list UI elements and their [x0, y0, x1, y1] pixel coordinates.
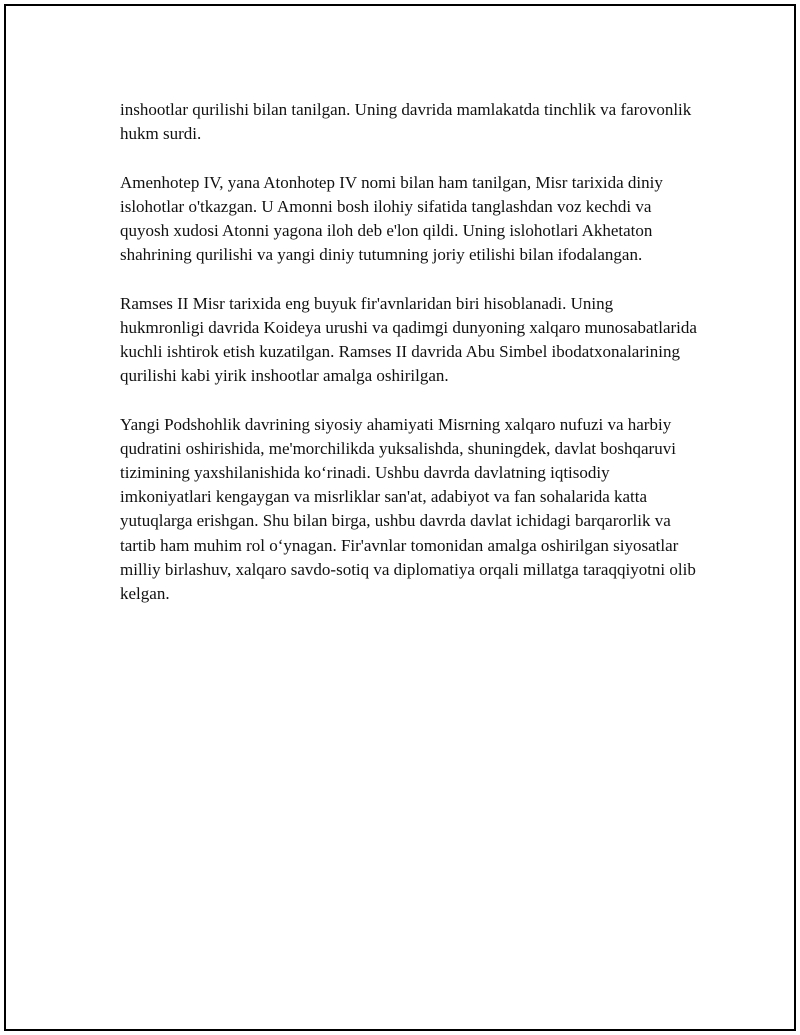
page-frame — [4, 4, 796, 1031]
paragraph: Yangi Podshohlik davrining siyosiy ahamiyati Misrning xalqaro nufuzi va harbiy qudratini oshirishida, me'morchilikda yuksalishda, shuningdek, davlat boshqaruvi tizimining yaxshilanishida ko‘rinadi. Ushbu davrda davlatning iqtisodiy imkoniyatlari kengaygan va misrliklar san'at, adabiyot va fan sohalarida katta yutuqlarga erishgan. Shu bilan birga, ushbu davrda davlat ichidagi barqarorlik va tartib ham muhim rol o‘ynagan. Fir'avnlar tomonidan amalga oshirilgan siyosatlar milliy birlashuv, xalqaro savdo-sotiq va diplomatiya orqali millatga taraqqiyotni olib kelgan. — [120, 414, 696, 604]
paragraph: inshootlar qurilishi bilan tanilgan. Uning davrida mamlakatda tinchlik va farovonlik hukm surdi. — [120, 100, 692, 144]
document-body — [120, 98, 700, 630]
paragraph: Ramses II Misr tarixida eng buyuk fir'avnlaridan biri hisoblanadi. Uning hukmronligi davrida Koideya urushi va qadimgi dunyoning xalqaro munosabatlarida kuchli ishtirok etish kuzatilgan. Ramses II davrida Abu Simbel ibodatxonalarining qurilishi kabi yirik inshootlar amalga oshirilgan. — [120, 293, 697, 386]
paragraph: Amenhotep IV, yana Atonhotep IV nomi bilan ham tanilgan, Misr tarixida diniy islohotlar o'tkazgan. U Amonni bosh ilohiy sifatida tanglashdan voz kechdi va quyosh xudosi Atonni yagona iloh deb e'lon qildi. Uning islohotlari Akhetaton shahrining qurilishi va yangi diniy tutumning joriy etilishi bilan ifodalangan. — [120, 172, 663, 265]
